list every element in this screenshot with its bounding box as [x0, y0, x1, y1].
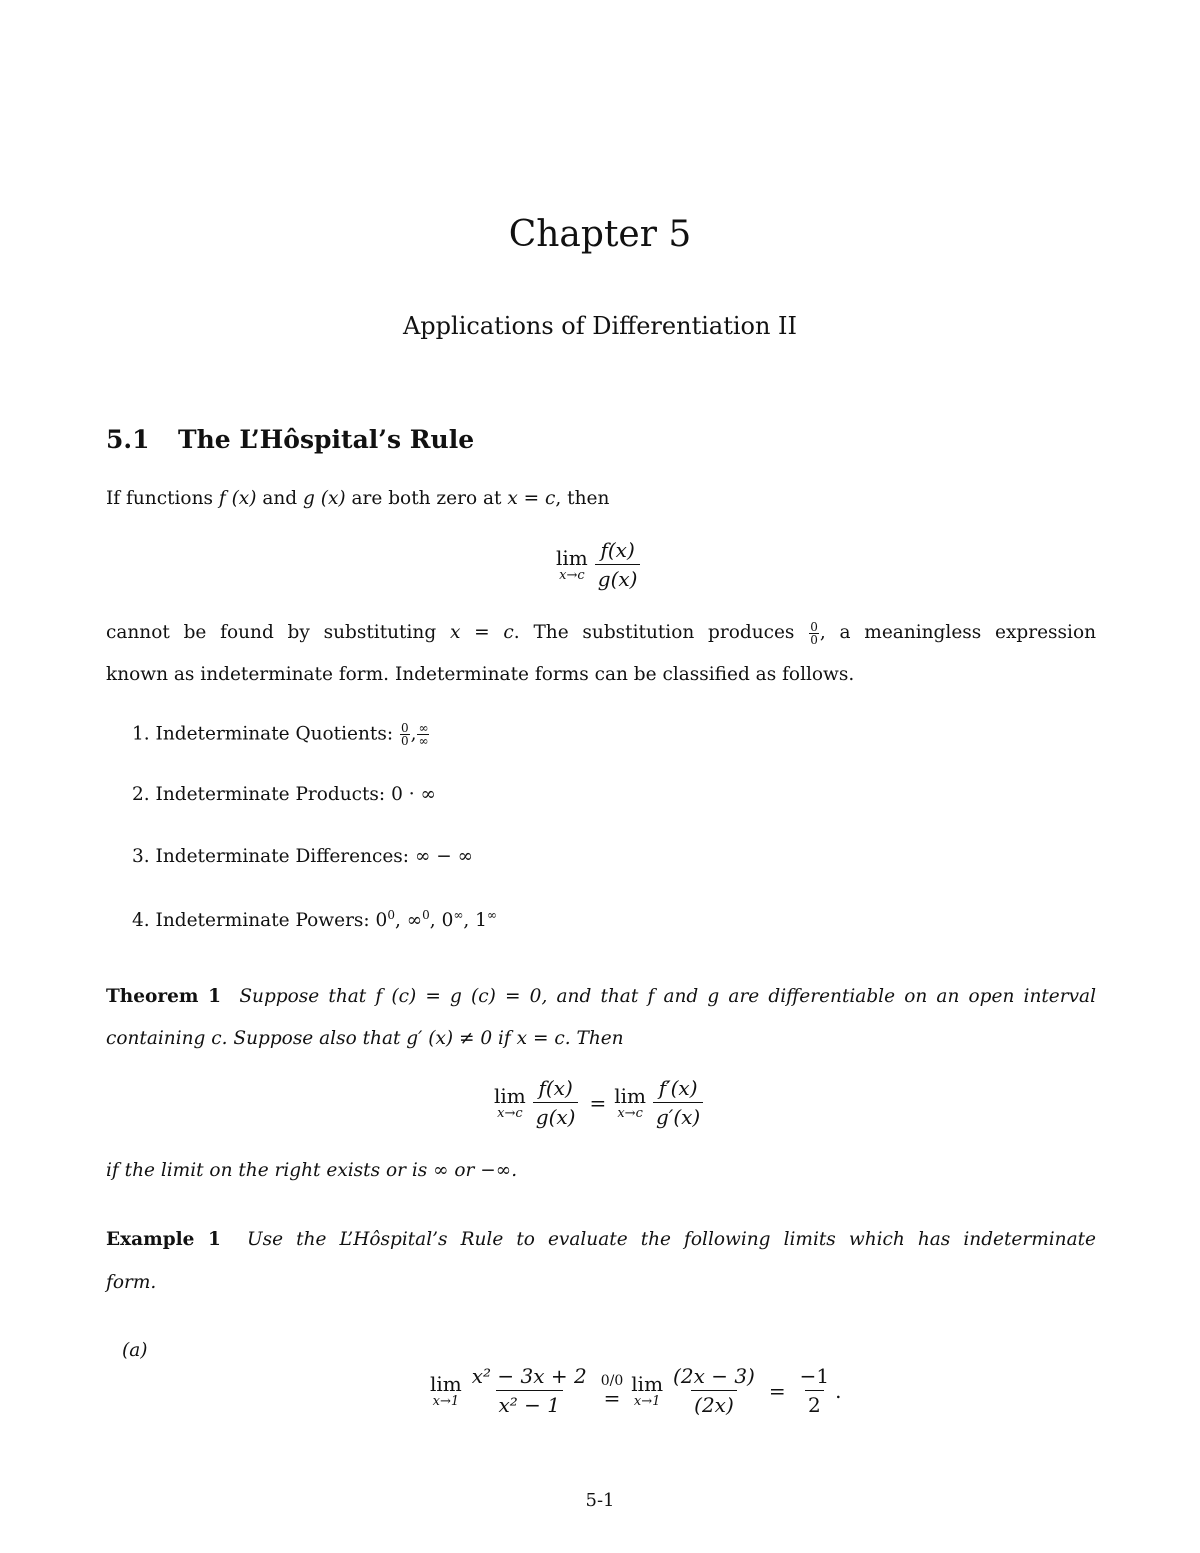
- example-part-a: (a): [122, 1340, 148, 1361]
- limit-operator: lim x→c: [556, 545, 588, 583]
- limit-display-1: [556, 538, 643, 591]
- section-title: The L’Hôspital’s Rule: [178, 425, 475, 454]
- theorem-line-2: containing c. Suppose also that g′ (x) ≠ 0 if x = c. Then: [106, 1028, 624, 1049]
- example-line-2: form.: [106, 1272, 157, 1293]
- example-line-1: Example 1 Use the L’Hôspital’s Rule to evaluate the following limits which has indeterminate: [106, 1229, 1096, 1250]
- list-item: 4. Indeterminate Powers: $0^0$, ∞$^0$, 0∞, 1∞: [132, 908, 497, 932]
- example-computation: lim x→1 $\frac{\text{x² − 3x + 2}}{\text{x² − 1}}$ 0/0 = lim x→1 $\frac{(2x - 3)}{(2x)}$ = $\frac{-1}{2}$ .: [430, 1364, 842, 1417]
- list-item: 2. Indeterminate Products: 0 · ∞: [132, 784, 436, 805]
- example-label: Example 1: [106, 1229, 221, 1250]
- theorem-closing: if the limit on the right exists or is ∞ or −∞.: [106, 1160, 518, 1181]
- intro-line-3: known as indeterminate form. Indeterminate forms can be classified as follows.: [106, 664, 855, 685]
- list-item: 3. Indeterminate Differences: ∞ − ∞: [132, 846, 474, 867]
- zero-over-zero: $\frac{0}{0}$: [810, 619, 818, 647]
- intro-line-2: cannot be found by substituting x = c. The substitution produces $\frac{0}{0}$ , a meaningless expression: [106, 619, 1096, 647]
- list-item: 1. Indeterminate Quotients: $\frac{0}{0}$ , ∞ ∞: [132, 721, 429, 748]
- chapter-subtitle: Applications of Differentiation II: [402, 312, 798, 340]
- theorem-label: Theorem 1: [106, 986, 222, 1007]
- limit-display-2: lim x→c $\frac{f(x)}{g(x)}$ = lim x→c $\frac{f'(x)}{g'(x)}$: [494, 1076, 706, 1129]
- page-number: 5-1: [585, 1490, 615, 1511]
- fraction: $\frac{f(x)}{g(x)}$: [595, 538, 641, 591]
- annotated-equals: 0/0 =: [600, 1372, 624, 1410]
- section-number: 5.1: [106, 425, 150, 454]
- theorem-line-1: Theorem 1 Suppose that f (c) = g (c) = 0, and that f and g are differentiable on an open interval: [106, 986, 1096, 1007]
- intro-line-1: If functions f (x) and g (x) are both zero at x = c, then: [106, 488, 610, 509]
- chapter-title: Chapter 5: [508, 214, 692, 255]
- section-heading: [106, 425, 474, 454]
